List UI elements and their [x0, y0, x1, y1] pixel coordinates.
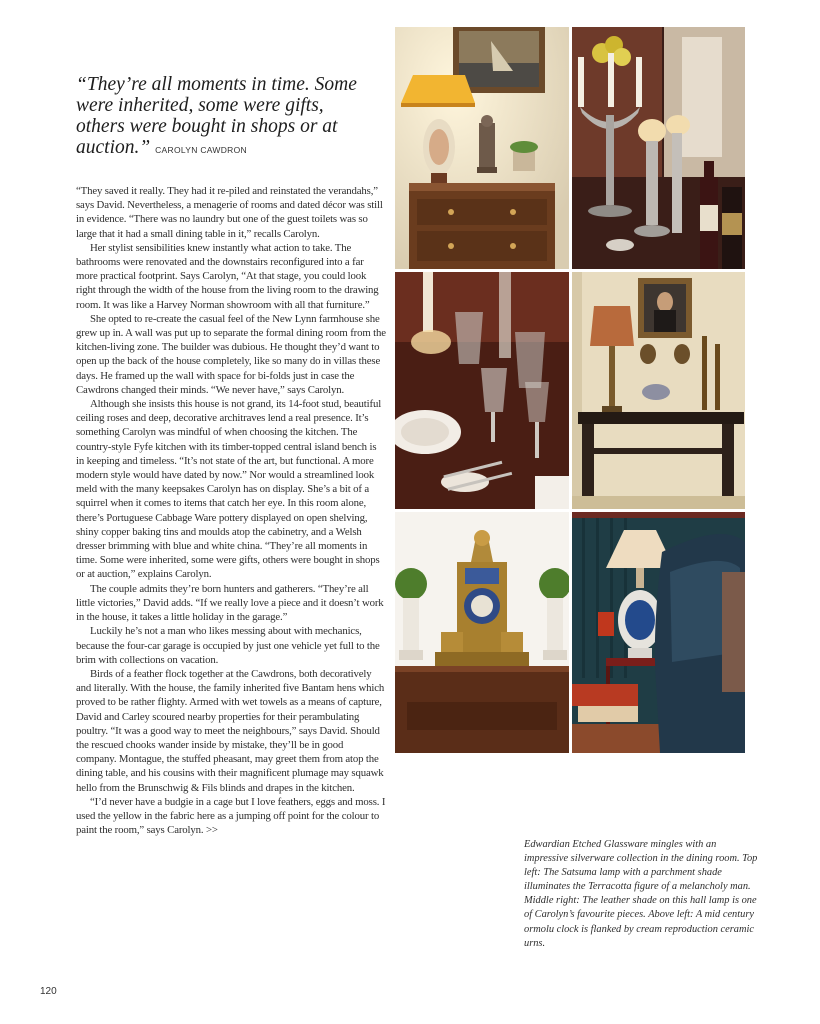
article-body [76, 184, 386, 837]
pull-quote-text: “They’re all moments in time. Some were inherited, some were gifts, others were bought in shops or at auction.” [76, 74, 357, 158]
photo-candlesticks-wine [572, 27, 745, 269]
page-number: 120 [40, 986, 57, 997]
pull-quote [76, 74, 376, 161]
pull-quote-attribution: CAROLYN CAWDRON [155, 145, 247, 155]
body-paragraph: “I’d never have a budgie in a cage but I love feathers, eggs and moss. I used the yellow in the fabric here as a jumping off point for the colour to paint the room,” says Carolyn. >> [76, 795, 386, 837]
body-paragraph: The couple admits they’re born hunters and gatherers. “They’re all little victories,” David adds. “If we really love a piece and it doesn’t work in the house, it takes a little holiday in the garage.” [76, 582, 384, 624]
body-paragraph: Luckily he’s not a man who likes messing about with mechanics, because the four-car garage is occupied by just one vehicle yet full to the brim with collections on vacation. [76, 625, 380, 666]
body-paragraph: She opted to re-create the casual feel of the New Lynn farmhouse she grew up in. A wall was put up to separate the formal dining room from the kitchen-living zone. The builder was dubious. He thought they’d want to open up the back of the house completely, like so many do in villas these days. He framed up the wall with space for bi-folds just in case the Cawdrons changed their minds. “We never have,” says Carolyn. [76, 312, 386, 396]
photo-dining-glassware [395, 272, 569, 509]
body-paragraph: “They saved it really. They had it re-piled and reinstated the verandahs,” says David. Nevertheless, a menagerie of rooms and dated décor was still in evidence. “There was no laundry but one of the guest toilets was so large that it had a small dining table in it,” recalls Carolyn. [76, 185, 383, 240]
photo-satsuma-lamp [395, 27, 569, 269]
body-paragraph: Although she insists this house is not grand, its 14-foot stud, beautiful ceiling roses and deep, decorative architraves lend a real presence. It’s something Carolyn was mindful of when choosing the kitchen. The country-style Fyfe kitchen with its timber-topped central island bench is in keeping and timeless. “It’s not state of the art, but functional. A more modern style would have dated by now.” Nor would a streamlined look meld with the many keepsakes Carolyn has on display. She’s a bit of a squirrel when it comes to items that catch her eye. In this room alone, there’s Portuguese Cabbage Ware pottery displayed on open shelving, shiny copper baking tins and moulds atop the cabinetry, and a Welsh dresser brimming with blue and white china. “They’re all moments in time. Some were inherited, some were gifts, others were bought in shops or at auction,” explains Carolyn. [76, 398, 382, 581]
photo-caption: Edwardian Etched Glassware mingles with an impressive silverware collection in the dining room. Top left: The Satsuma lamp with a parchment shade illuminates the Terracotta figure of a melancholy man. Middle right: The leather shade on this hall lamp is one of Carolyn’s favourite pieces. Above left: A mid century ormolu clock is flanked by cream reproduction ceramic urns. [524, 839, 758, 949]
body-paragraph: Her stylist sensibilities knew instantly what action to take. The bathrooms were renovated and the downstairs reconfigured into a far more practical footprint. Says Carolyn, “At that stage, you could look right through the width of the house from the living room to the drawing room. It was like a Harvey Norman showroom with all that furniture.” [76, 241, 379, 311]
body-paragraph: Birds of a feather flock together at the Cawdrons, both decoratively and literally. With the house, the family inherited five Bantam hens which proved to be rather flighty. Armed with wet towels as a means of capture, David and Carley scoured nearby properties for their perambulating poultry. “It was a good way to meet the neighbours,” says David. Should the rescued chooks wander inside by mistake, they’ll be in good company. Montague, the stuffed pheasant, may greet them from atop the dining table, and his cousins with their magnificent plumage may squawk hello from the Brunschwig & Fils blinds and drapes in the kitchen. [76, 667, 385, 794]
photo-hall-lamp [572, 272, 745, 509]
photo-vase-lamp-chair [572, 512, 745, 753]
photo-ormolu-clock [395, 512, 569, 753]
